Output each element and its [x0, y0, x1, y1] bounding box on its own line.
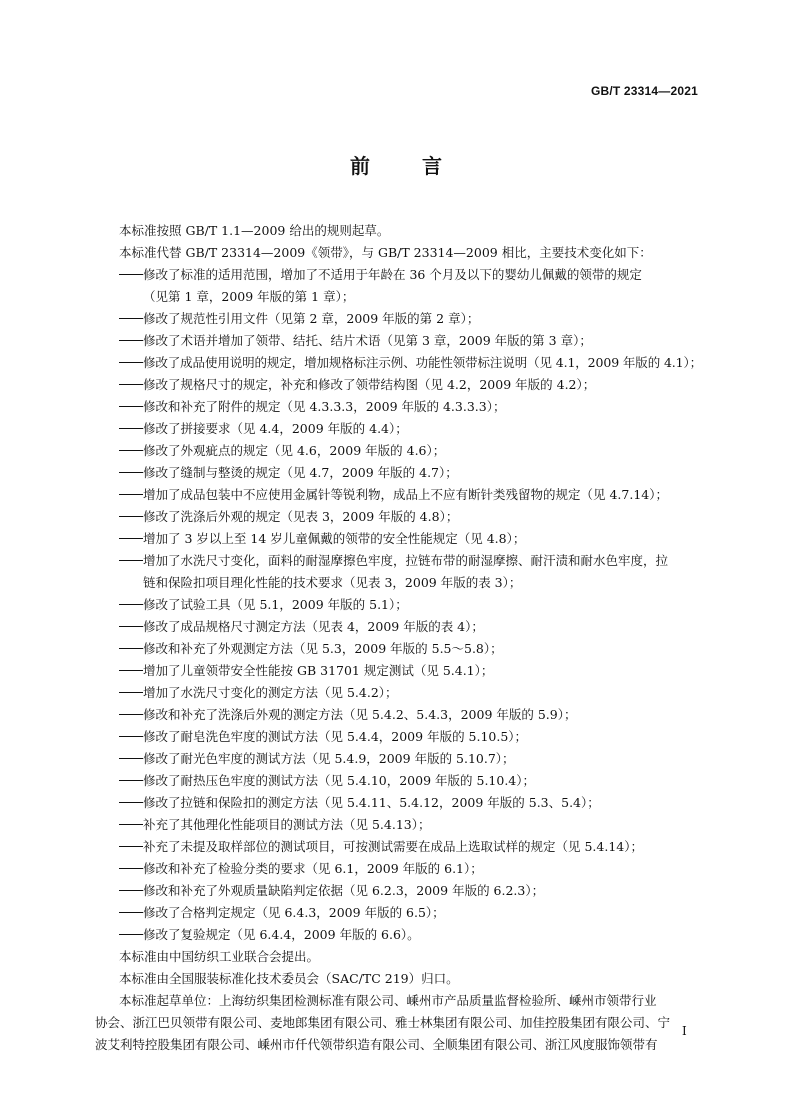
em-dash-marker: [119, 384, 143, 385]
change-list-item: [95, 418, 705, 440]
em-dash-marker: [119, 934, 143, 935]
change-item-text: 修改了耐热压色牢度的测试方法（见 5.4.10，2009 年版的 5.10.4）；: [143, 773, 535, 788]
paragraph: 本标准起草单位：上海纺织集团检测标准有限公司、嵊州市产品质量监督检验所、嵊州市领带行业: [119, 993, 657, 1008]
change-list-item: [95, 396, 705, 418]
change-item-text: 修改了耐光色牢度的测试方法（见 5.4.9，2009 年版的 5.10.7）；: [143, 751, 515, 766]
change-item-text: 增加了水洗尺寸变化的测定方法（见 5.4.2）；: [143, 685, 398, 700]
change-item-text: 修改了外观疵点的规定（见 4.6，2009 年版的 4.6）；: [143, 443, 446, 458]
change-item-text: 增加了儿童领带安全性能按 GB 31701 规定测试（见 5.4.1）；: [143, 663, 494, 678]
em-dash-marker: [119, 450, 143, 451]
change-item-text: 修改了拼接要求（见 4.4，2009 年版的 4.4）；: [143, 421, 408, 436]
paragraph-continuation: 波艾利特控股集团有限公司、嵊州市仟代领带织造有限公司、全顺集团有限公司、浙江风度服饰领带有: [95, 1037, 658, 1052]
em-dash-marker: [119, 428, 143, 429]
em-dash-marker: [119, 758, 143, 759]
em-dash-marker: [119, 626, 143, 627]
change-list-item: [95, 902, 705, 924]
change-item-text: 补充了未提及取样部位的测试项目，可按测试需要在成品上选取试样的规定（见 5.4.14）；: [143, 839, 643, 854]
change-list-item: [95, 858, 705, 880]
change-item-text: 修改了试验工具（见 5.1，2009 年版的 5.1）；: [143, 597, 408, 612]
em-dash-marker: [119, 780, 143, 781]
change-item-text: 修改了缝制与整烫的规定（见 4.7，2009 年版的 4.7）；: [143, 465, 458, 480]
change-list-item: [95, 550, 705, 572]
change-item-text: 修改了洗涤后外观的规定（见表 3，2009 年版的 4.8）；: [143, 509, 459, 524]
change-list-item: [95, 484, 705, 506]
change-list-item: [95, 814, 705, 836]
em-dash-marker: [119, 736, 143, 737]
change-list-item: [95, 704, 705, 726]
change-item-text: 修改了术语并增加了领带、结托、结片术语（见第 3 章，2009 年版的第 3 章）；: [143, 333, 592, 348]
change-item-text: 修改和补充了外观质量缺陷判定依据（见 6.2.3，2009 年版的 6.2.3）；: [143, 883, 545, 898]
em-dash-marker: [119, 494, 143, 495]
em-dash-marker: [119, 274, 143, 275]
change-item-text: 修改了耐皂洗色牢度的测试方法（见 5.4.4，2009 年版的 5.10.5）；: [143, 729, 528, 744]
em-dash-marker: [119, 516, 143, 517]
change-item-text: 修改和补充了洗涤后外观的测定方法（见 5.4.2、5.4.3，2009 年版的 5.9）；: [143, 707, 577, 722]
change-list-item: [95, 880, 705, 902]
change-list-item: [95, 660, 705, 682]
change-list-item: [95, 308, 705, 330]
document-number: GB/T 23314—2021: [590, 84, 698, 98]
em-dash-marker: [119, 890, 143, 891]
change-item-text: 修改和补充了附件的规定（见 4.3.3.3，2009 年版的 4.3.3.3）；: [143, 399, 506, 414]
change-item-text: 修改了复验规定（见 6.4.4，2009 年版的 6.6）。: [143, 927, 420, 942]
em-dash-marker: [119, 560, 143, 561]
change-item-continuation: （见第 1 章，2009 年版的第 1 章）；: [143, 289, 355, 304]
em-dash-marker: [119, 670, 143, 671]
change-item-text: 增加了成品包装中不应使用金属针等锐利物，成品上不应有断针类残留物的规定（见 4.7.14）；: [143, 487, 668, 502]
change-list-item: [95, 506, 705, 528]
change-list-item: [95, 594, 705, 616]
change-item-continuation: 链和保险扣项目理化性能的技术要求（见表 3，2009 年版的表 3）；: [143, 575, 522, 590]
change-list-item: [95, 352, 705, 374]
change-item-text: 修改和补充了外观测定方法（见 5.3，2009 年版的 5.5～5.8）；: [143, 641, 503, 656]
em-dash-marker: [119, 846, 143, 847]
em-dash-marker: [119, 318, 143, 319]
change-item-text: 增加了 3 岁以上至 14 岁儿童佩戴的领带的安全性能规定（见 4.8）；: [143, 531, 526, 546]
change-item-text: 修改和补充了检验分类的要求（见 6.1，2009 年版的 6.1）；: [143, 861, 483, 876]
em-dash-marker: [119, 824, 143, 825]
em-dash-marker: [119, 472, 143, 473]
change-list-item: [95, 462, 705, 484]
change-list-item: [95, 440, 705, 462]
change-list-item: [95, 792, 705, 814]
change-item-text: 修改了标准的适用范围，增加了不适用于年龄在 36 个月及以下的婴幼儿佩戴的领带的规定: [143, 267, 642, 282]
title-char-2: 言: [422, 154, 442, 178]
paragraph: 本标准按照 GB/T 1.1—2009 给出的规则起草。: [119, 223, 390, 238]
em-dash-marker: [119, 714, 143, 715]
em-dash-marker: [119, 802, 143, 803]
foreword-body: [95, 220, 705, 1056]
paragraph-continuation: 协会、浙江巴贝领带有限公司、麦地郎集团有限公司、雅士林集团有限公司、加佳控股集团有限公司、宁: [95, 1015, 671, 1030]
change-item-text: 修改了成品规格尺寸测定方法（见表 4，2009 年版的表 4）；: [143, 619, 484, 634]
em-dash-marker: [119, 362, 143, 363]
em-dash-marker: [119, 912, 143, 913]
em-dash-marker: [119, 538, 143, 539]
change-item-text: 修改了规格尺寸的规定，补充和修改了领带结构图（见 4.2，2009 年版的 4.2）；: [143, 377, 596, 392]
change-item-text: 补充了其他理化性能项目的测试方法（见 5.4.13）；: [143, 817, 431, 832]
change-item-text: 修改了拉链和保险扣的测定方法（见 5.4.11、5.4.12，2009 年版的 5.3、5.4）；: [143, 795, 600, 810]
paragraph: 本标准代替 GB/T 23314—2009《领带》，与 GB/T 23314—2009 相比，主要技术变化如下：: [119, 245, 652, 260]
page-title: [0, 150, 792, 179]
change-list-item: [95, 924, 705, 946]
change-item-text: 修改了合格判定规定（见 6.4.3，2009 年版的 6.5）；: [143, 905, 445, 920]
change-list-item: [95, 528, 705, 550]
em-dash-marker: [119, 692, 143, 693]
em-dash-marker: [119, 648, 143, 649]
change-list-item: [95, 264, 705, 286]
change-list-item: [95, 616, 705, 638]
change-list-item: [95, 682, 705, 704]
paragraph: 本标准由全国服装标准化技术委员会（SAC/TC 219）归口。: [119, 971, 459, 986]
change-list-item: [95, 330, 705, 352]
em-dash-marker: [119, 340, 143, 341]
change-item-text: 修改了成品使用说明的规定，增加规格标注示例、功能性领带标注说明（见 4.1，2009 年版的 4.1）；: [143, 355, 703, 370]
change-list-item: [95, 638, 705, 660]
change-item-text: 增加了水洗尺寸变化，面料的耐湿摩擦色牢度，拉链布带的耐湿摩擦、耐汗渍和耐水色牢度，拉: [143, 553, 669, 568]
change-item-text: 修改了规范性引用文件（见第 2 章，2009 年版的第 2 章）；: [143, 311, 480, 326]
em-dash-marker: [119, 406, 143, 407]
page-number: I: [682, 1024, 687, 1038]
change-list-item: [95, 748, 705, 770]
change-list-item: [95, 770, 705, 792]
em-dash-marker: [119, 604, 143, 605]
em-dash-marker: [119, 868, 143, 869]
change-list-item: [95, 836, 705, 858]
change-list-item: [95, 374, 705, 396]
change-list-item: [95, 726, 705, 748]
title-char-1: 前: [350, 154, 370, 178]
paragraph: 本标准由中国纺织工业联合会提出。: [119, 949, 320, 964]
